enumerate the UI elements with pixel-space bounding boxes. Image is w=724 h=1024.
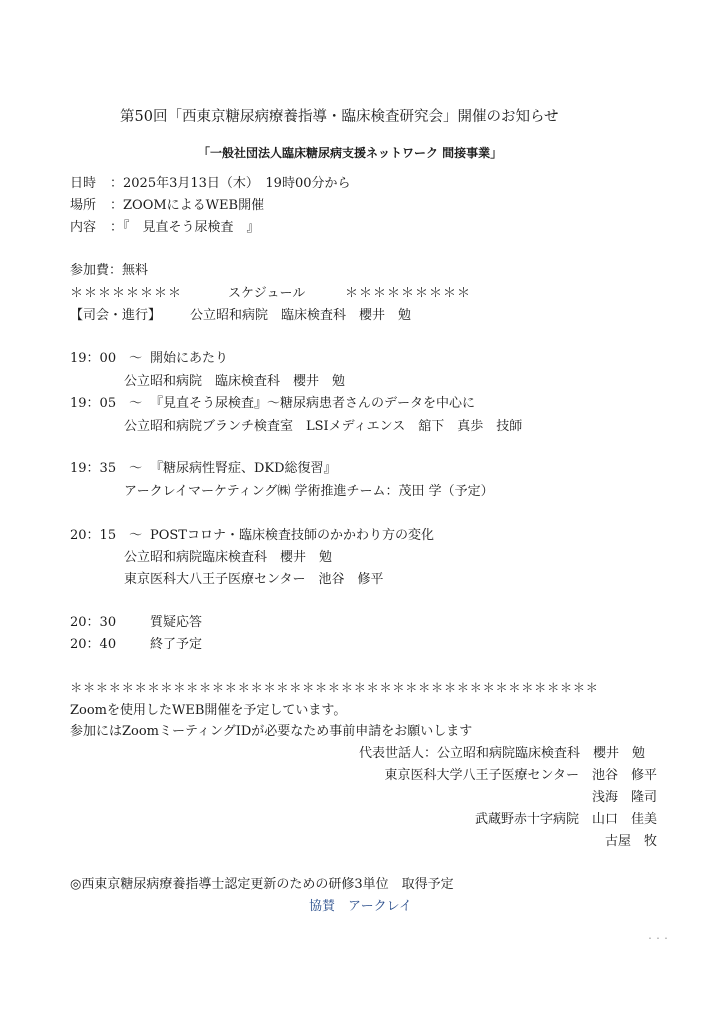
page-subtitle: 「一般社団法人臨床糖尿病支援ネットワーク 間接事業」 <box>198 146 503 160</box>
sponsor: 協賛 アークレイ <box>309 899 412 914</box>
place-label: 場所 <box>70 198 97 213</box>
schedule-heading: スケジュール <box>228 286 306 301</box>
note-line: Zoomを使用したWEB開催を予定しています。 <box>70 703 347 718</box>
schedule-time: 20：40 <box>70 637 117 652</box>
note-line: 参加にはZoomミーティングIDが必要なため事前申請をお願いします <box>70 724 473 739</box>
schedule-title: 『見直そう尿検査』～糖尿病患者さんのデータを中心に <box>150 396 476 411</box>
schedule-speaker: アークレイマーケティング㈱ 学術推進チーム：茂田 学（予定） <box>124 484 494 499</box>
chair-name: 公立昭和病院 臨床検査科 櫻井 勉 <box>190 308 412 323</box>
schedule-speaker: 公立昭和病院ブランチ検査室 LSIメディエンス 舘下 真歩 技師 <box>124 419 523 434</box>
schedule-time: 20：15 ～ <box>70 528 143 543</box>
schedule-time: 19：05 ～ <box>70 396 143 411</box>
schedule-title: 『糖尿病性腎症、DKD総復習』 <box>150 461 337 476</box>
place-value: ：ZOOMによるWEB開催 <box>110 198 265 213</box>
schedule-time: 19：35 ～ <box>70 461 143 476</box>
date-label: 日時 <box>70 176 97 191</box>
schedule-speaker: 公立昭和病院臨床検査科 櫻井 勉 <box>124 550 333 565</box>
organizer-line: 浅海 隆司 <box>591 790 657 805</box>
organizer-line: 武蔵野赤十字病院 山口 佳美 <box>474 812 657 827</box>
divider-stars: ＊＊＊＊＊＊＊＊＊＊＊＊＊＊＊＊＊＊＊＊＊＊＊＊＊＊＊＊＊＊＊＊＊＊＊＊＊＊＊＊＊ <box>70 680 599 695</box>
credit-note: ◎西東京糖尿病療養指導士認定更新のための研修3単位 取得予定 <box>70 877 454 892</box>
schedule-stars-right: ＊＊＊＊＊＊＊＊＊ <box>345 286 472 301</box>
schedule-title: 質疑応答 <box>150 615 203 630</box>
schedule-title: 終了予定 <box>150 637 203 652</box>
schedule-speaker: 東京医科大八王子医療センター 池谷 修平 <box>124 572 384 587</box>
page-title: 第50回「西東京糖尿病療養指導・臨床検査研究会」開催のお知らせ <box>120 109 559 125</box>
content-value: ：『 見直そう尿検査 』 <box>110 220 260 235</box>
organizer-line: 古屋 牧 <box>604 834 657 849</box>
organizer-line: 代表世話人：公立昭和病院臨床検査科 櫻井 勉 <box>358 746 645 761</box>
schedule-speaker: 公立昭和病院 臨床検査科 櫻井 勉 <box>124 374 346 389</box>
schedule-stars-left: ＊＊＊＊＊＊＊＊ <box>70 286 183 301</box>
organizer-line: 東京医科大学八王子医療センター 池谷 修平 <box>384 768 657 783</box>
schedule-time: 20：30 <box>70 615 117 630</box>
content-label: 内容 <box>70 220 97 235</box>
corner-mark: ・・・ <box>646 934 670 943</box>
schedule-time: 19：00 ～ <box>70 351 143 366</box>
fee: 参加費：無料 <box>70 263 149 278</box>
schedule-title: 開始にあたり <box>150 351 229 366</box>
chair-label: 【司会・進行】 <box>70 308 162 323</box>
date-value: ：2025年3月13日（木） 19時00分から <box>110 176 351 191</box>
schedule-title: POSTコロナ・臨床検査技師のかかわり方の変化 <box>150 528 434 543</box>
